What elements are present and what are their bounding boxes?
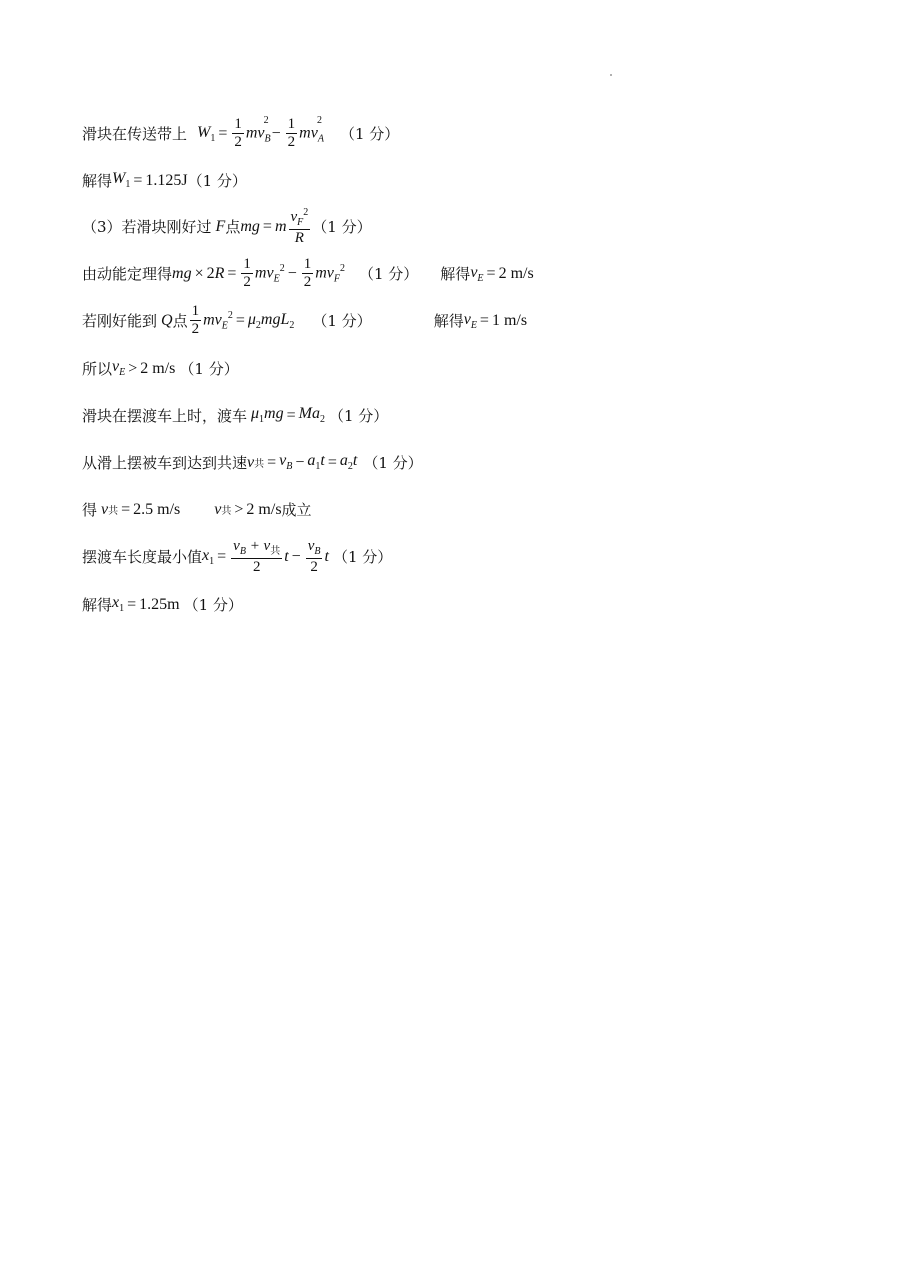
formula: $x_1$ bbox=[112, 594, 125, 615]
line-text: 若刚好能到 bbox=[82, 312, 158, 331]
score-label: （1 分） bbox=[358, 265, 419, 284]
result-value: 2.5 m/s bbox=[133, 500, 181, 518]
line-text: 所以 bbox=[82, 360, 113, 378]
fraction: $\frac{v_F^2}{R}$ bbox=[290, 207, 309, 246]
line-text: 解得 bbox=[433, 312, 464, 331]
velocity-result-line: 得 v 共 = 2.5 m/s v 共 > 2 m/s 成立 bbox=[82, 500, 312, 519]
score-label: （1 分） bbox=[183, 596, 243, 614]
fraction: $\frac{1}{2}$ bbox=[191, 303, 200, 338]
line-text: 解得 bbox=[440, 265, 471, 284]
formula: v bbox=[247, 453, 255, 471]
score-label: （1 分） bbox=[328, 407, 389, 425]
result-value: 2 m/s bbox=[498, 264, 534, 282]
formula: mg bbox=[240, 217, 260, 235]
line-text: 滑块在传送带上 bbox=[82, 125, 188, 144]
fraction: $\frac{1}{2}$ bbox=[234, 116, 242, 151]
reach-q-line: 若刚好能到 Q 点 $\frac{1}{2}$ $mv_E^2$ = $\mu_2mgL_2$ （1 分） 解得 $v_E$ = 1 m/s bbox=[82, 303, 528, 338]
critical-point-line: （3）若滑块刚好过 F 点 mg = m $\frac{v_F^2}{R}$ （1 分） bbox=[82, 207, 372, 246]
line-text: 点 bbox=[225, 218, 241, 237]
result-value: 1.125J bbox=[145, 171, 188, 189]
formula: $\mu_1mg$ bbox=[251, 405, 284, 426]
ferry-car-line: 滑块在摆渡车上时，渡车 $\mu_1mg$ = $Ma_2$ （1 分） bbox=[82, 405, 389, 426]
min-length-line: 摆渡车长度最小值 $x_1$ = $\frac{v_B + v_共}{2}$ t − $\frac{v_B}{2}$ t （1 分） bbox=[82, 538, 393, 575]
scan-dot bbox=[610, 74, 612, 76]
score-label: （1 分） bbox=[332, 548, 393, 567]
line-text: 得 bbox=[82, 501, 98, 519]
line-text: 点 bbox=[172, 312, 188, 331]
work-conveyor-line: 滑块在传送带上 $W_1$ = $\frac{1}{2}$ $mv_B^2$ − $\frac{1}{2}$ $mv_A^2$ （1 分） bbox=[82, 114, 400, 151]
line-text: 成立 bbox=[281, 501, 312, 519]
score-label: （1 分） bbox=[339, 125, 400, 144]
score-label: （1 分） bbox=[179, 360, 239, 378]
formula: $W_1$ bbox=[112, 170, 131, 191]
solve-work-line: 解得 $W_1$ = 1.125J （1 分） bbox=[82, 170, 247, 191]
conclusion-line: 所以 $v_E$ > 2 m/s （1 分） bbox=[82, 358, 239, 379]
energy-theorem-line: 由动能定理得 mg × 2 R = $\frac{1}{2}$ $mv_E^2$ − $\frac{1}{2}$ $mv_F^2$ （1 分） 解得 $v_E$ = 2 m/s bbox=[82, 256, 534, 291]
result-value-2: 2 m/s bbox=[246, 500, 282, 518]
score-label: （1 分） bbox=[187, 172, 247, 190]
line-text: 摆渡车长度最小值 bbox=[82, 548, 203, 567]
length-result-line: 解得 $x_1$ = 1.25m （1 分） bbox=[82, 594, 243, 615]
line-text: 滑块在摆渡车上时，渡车 bbox=[82, 407, 248, 425]
point-label: Q bbox=[161, 311, 173, 329]
point-label: F bbox=[215, 217, 226, 235]
score-label: （1 分） bbox=[363, 454, 423, 472]
line-text: 解得 bbox=[82, 596, 113, 614]
result-value: 1.25m bbox=[139, 595, 180, 613]
line-text: 解得 bbox=[82, 172, 113, 190]
formula: $W_1$ bbox=[197, 123, 216, 144]
score-label: （1 分） bbox=[312, 312, 372, 331]
line-text: 由动能定理得 bbox=[82, 265, 173, 284]
formula: $x_1$ bbox=[202, 546, 215, 567]
common-velocity-line: 从滑上摆被车到达到共速 v 共 = $v_B$ − $a_1t$ = $a_2t$ （1 分） bbox=[82, 452, 423, 473]
score-label: （1 分） bbox=[312, 218, 372, 237]
line-text: （3）若滑块刚好过 bbox=[82, 218, 212, 237]
result-value: 1 m/s bbox=[491, 311, 528, 329]
fraction: $\frac{v_B + v_共}{2}$ bbox=[233, 538, 281, 575]
formula: mg bbox=[172, 264, 192, 282]
line-text: 从滑上摆被车到达到共速 bbox=[82, 454, 248, 472]
result-value: 2 m/s bbox=[140, 359, 176, 377]
